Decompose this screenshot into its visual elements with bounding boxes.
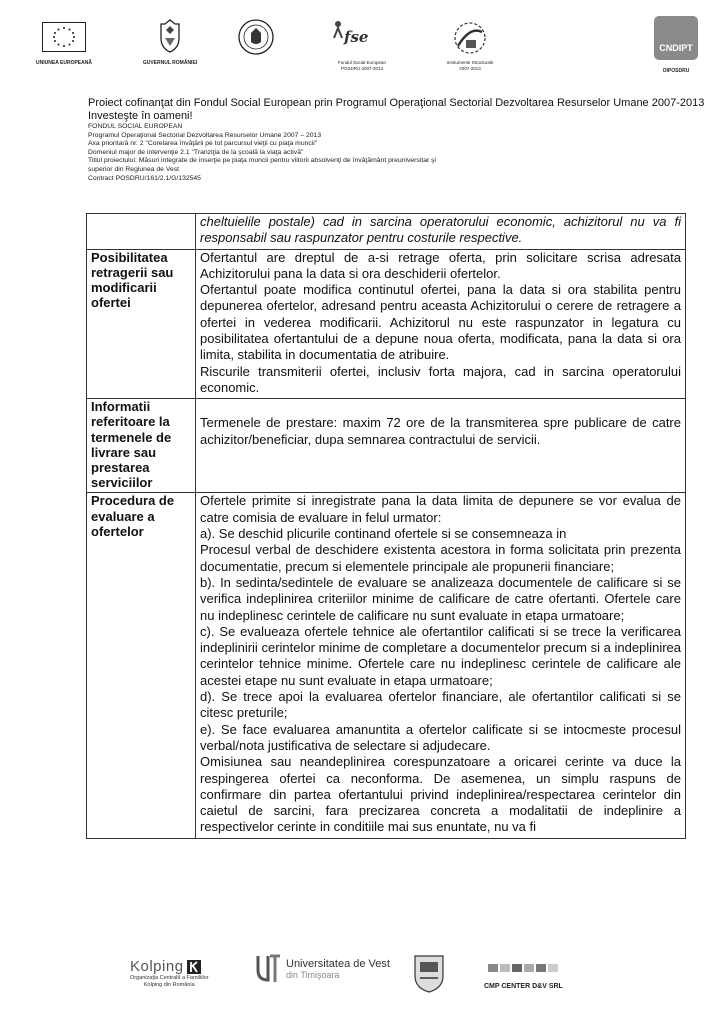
paragraph: c). Se evalueaza ofertele tehnice ale ofertantilor calificati si se trece la verificarea indeplinirii cerintelor minime de completare a documentelor precum si a indeplinirea cerintelor tehnice minime. Ofertele care nu indeplinesc cerintele de calificare ale acestei etape nu sunt evaluate in etapa urmatoare; [200, 623, 681, 688]
table-row [87, 399, 686, 493]
meta-line: Domeniul major de intervenţie 2.1 "Tranziţia de la şcoală la viaţa activă" [88, 148, 304, 156]
row-text [196, 399, 686, 493]
cndipt-badge: CNDIPT [654, 16, 698, 60]
paragraph: a). Se deschid plicurile continand ofertele si se consemneaza in [200, 526, 567, 542]
meta-line: Contract POSDRU/161/2.1/G/132545 [88, 174, 201, 182]
is-logo [430, 14, 510, 71]
project-intro [88, 97, 704, 123]
paragraph: Ofertele primite si inregistrate pana la data limita de depunere se vor evalua de catre comisia de evaluare in felul urmator: [200, 493, 681, 525]
paragraph: Ofertantul are dreptul de a-si retrage oferta, prin solicitare scrisa adresata Achizitorului pana la data si ora deschiderii ofertelor. [200, 249, 681, 281]
kolping-name: Kolping [130, 958, 184, 975]
uvt-sub: din Timişoara [286, 970, 340, 980]
is-caption-1: Instrumente Structurale [446, 60, 494, 65]
kolping-logo [130, 958, 209, 988]
ministry-seal [236, 14, 276, 60]
table-row [87, 249, 686, 399]
fse-caption-1: Fondul Social European [337, 60, 387, 65]
project-line: Proiect cofinanţat din Fondul Social European prin Programul Operaţional Sectorial Dezvoltarea Resurselor Umane 2007-2013 [88, 97, 705, 109]
meta-line: Programul Operaţional Sectorial Dezvoltarea Resurselor Umane 2007 – 2013 [88, 131, 322, 139]
gov-caption: GUVERNUL ROMÂNIEI [142, 60, 198, 66]
cndipt-caption: OIPOSDRU [662, 68, 690, 74]
structural-instruments-icon [448, 18, 492, 58]
meta-line: Axa prioritară nr. 2 "Corelarea învăţării pe tot parcursul vieţii cu piaţa muncii" [88, 140, 318, 148]
eu-flag-icon [42, 22, 86, 52]
meta-line: superior din Regiunea de Vest [88, 165, 180, 173]
footer-logos [0, 950, 721, 1010]
gov-logo [130, 14, 210, 66]
procurement-table [86, 213, 686, 839]
meta-line: Titlul proiectului: Măsuri integrate de inserţie pe piaţa muncii pentru viitorii absolvenţi de învăţământ preuniversitar şi [88, 157, 437, 165]
row-text [196, 493, 686, 838]
school-crest-icon [412, 950, 446, 994]
table-row [87, 493, 686, 838]
fse-mark [322, 14, 402, 60]
meta-line: FONDUL SOCIAL EUROPEAN [88, 123, 183, 130]
ministry-seal-icon [237, 18, 275, 56]
coat-of-arms-icon [157, 18, 183, 54]
paragraph: e). Se face evaluarea amanuntita a ofertelor calificate si se intocmeste procesul verbal/nota justificativa de selectare si adjudecare. [200, 721, 681, 753]
uvt-name: Universitatea de Vest [286, 958, 390, 970]
paragraph: Riscurile transmiterii ofertei, inclusiv forta majora, cad in sarcina operatorului economic. [200, 363, 681, 395]
costs-text: cheltuielile postale) cad in sarcina operatorului economic, achizitorul nu va fi responsabil sau raspunzator pentru costurile respective. [200, 214, 681, 246]
cndipt-logo [652, 14, 700, 74]
paragraph: Omisiunea sau neandeplinirea corespunzatoare a oricarei cerinte va duce la respingerea ofertei ca neconforma. De asemenea, un simplu raspuns de confirmare din partea ofertantului privind indeplinirea/respectarea cerintelor din caietul de sarcini, fara precizarea concreta a modalitatii de indeplinire a respectivelor cerinte in conditiile mai sus enuntate, nu va fi [200, 754, 681, 835]
cmp-logo [484, 960, 563, 990]
project-meta [88, 123, 436, 183]
uvt-icon [256, 954, 282, 984]
cmp-pattern-icon [488, 960, 558, 976]
kolping-sub-1: Organizaţia Centrală a Familiilor [130, 975, 209, 981]
uvt-logo [256, 954, 390, 984]
table-row [87, 214, 686, 250]
fse-mark-text: fse [344, 28, 369, 46]
header-logos [22, 14, 702, 86]
people-icon [330, 18, 354, 42]
is-caption-2: 2007-2013 [459, 65, 481, 71]
school-crest [412, 950, 446, 999]
row-label: Informatii referitoare la termenele de livrare sau prestarea serviciilor [87, 399, 196, 493]
row-label: Posibilitatea retragerii sau modificarii ofertei [87, 249, 196, 399]
kolping-k-icon [187, 960, 201, 974]
slogan: Investeşte în oameni! [88, 110, 193, 122]
row-label: Procedura de evaluare a ofertelor [87, 493, 196, 838]
fse-caption-2: POSDRU 2007-2013 [340, 65, 384, 71]
paragraph: Termenele de prestare: maxim 72 ore de la transmiterea spre publicare de catre achizitor/beneficiar, dupa semnarea contractului de servicii. [200, 415, 681, 447]
kolping-sub-2: Kolping din România [143, 981, 195, 988]
row-text [196, 214, 686, 250]
paragraph: d). Se trece apoi la evaluarea ofertelor financiare, ale ofertantilor calificati si se citesc preturile; [200, 689, 681, 721]
cmp-name: CMP CENTER D&V SRL [484, 983, 563, 990]
paragraph: Procesul verbal de deschidere existenta acestora in forma solicitata prin prezenta documentatie, precum si elementele principale ale propunerii financiare; [200, 542, 681, 574]
eu-caption: UNIUNEA EUROPEANĂ [36, 60, 92, 66]
paragraph: b). In sedinta/sedintele de evaluare se analizeaza documentele de calificare si se verifica indeplinirea criteriilor minime de calificare de catre ofertanti. Ofertele care nu indeplinesc cerintele de calificare nu sunt evaluate in etapa urmatoare; [200, 574, 681, 623]
paragraph: Ofertantul poate modifica continutul ofertei, pana la data si ora stabilita pentru depunerea ofertelor, adresand pentru aceasta Achizitorului o cerere de retragere a ofertei in vederea modificarii. Achizitorul nu este raspunzator in legatura cu posibilitatea ofertantului de a depune noua oferta, modificata, pana la data si ora limita, stabilita in documentatia de atribuire. [200, 282, 681, 363]
fse-logo [322, 14, 402, 71]
row-text [196, 249, 686, 399]
eu-logo [32, 14, 96, 66]
row-label-empty [87, 214, 196, 250]
